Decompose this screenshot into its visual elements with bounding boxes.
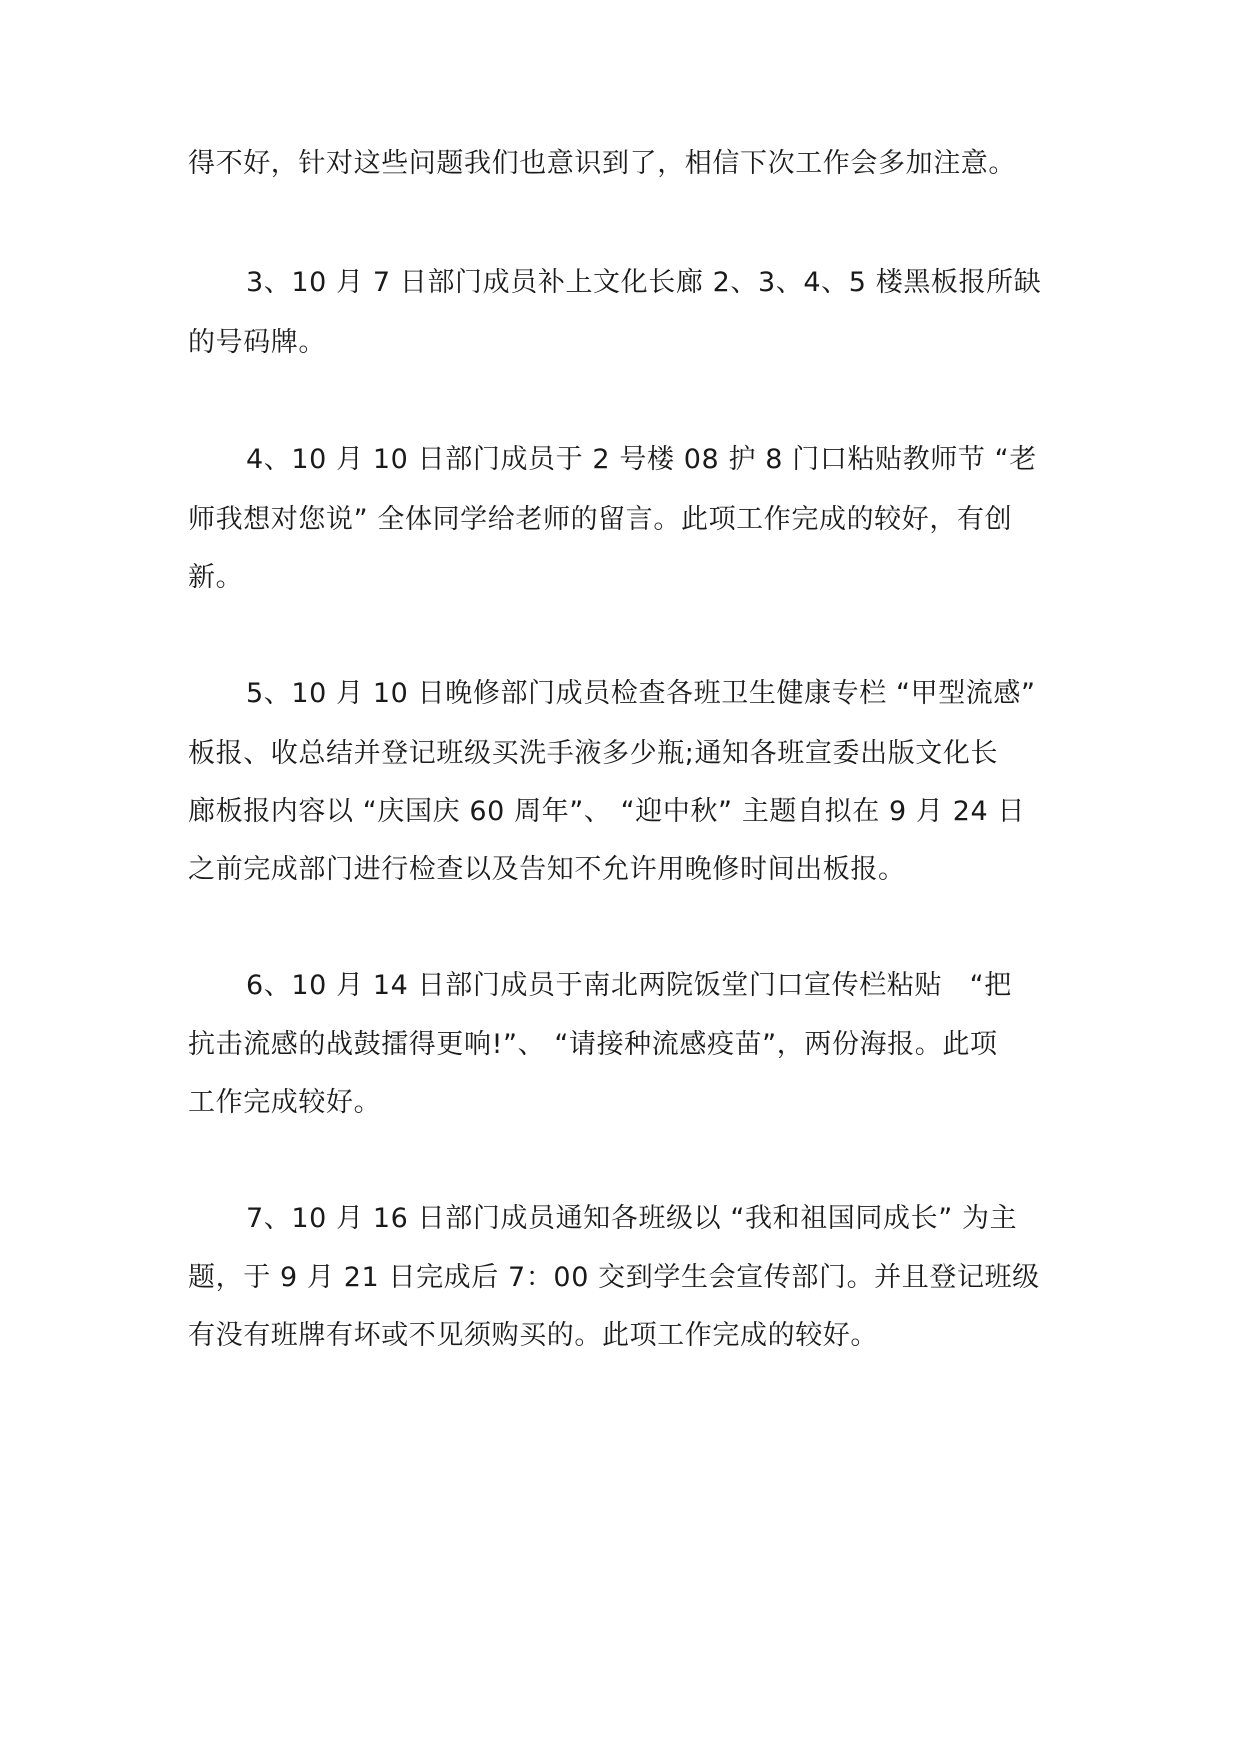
paragraph-line: 师我想对您说” 全体同学给老师的留言。此项工作完成的较好，有创 — [188, 504, 1013, 535]
paragraph-line: 新。 — [188, 562, 244, 593]
paragraph-line: 3、10 月 7 日部门成员补上文化长廊 2、3、4、5 楼黑板报所缺 — [246, 267, 1042, 298]
paragraph-line: 得不好，针对这些问题我们也意识到了，相信下次工作会多加注意。 — [188, 148, 1016, 179]
paragraph-line: 4、10 月 10 日部门成员于 2 号楼 08 护 8 门口粘贴教师节 “老 — [246, 444, 1037, 475]
paragraph-line: 有没有班牌有坏或不见须购买的。此项工作完成的较好。 — [188, 1320, 878, 1351]
paragraph-line: 6、10 月 14 日部门成员于南北两院饭堂门口宣传栏粘贴 “把 — [246, 970, 1012, 1001]
paragraph-line: 工作完成较好。 — [188, 1087, 382, 1118]
paragraph-line: 5、10 月 10 日晚修部门成员检查各班卫生健康专栏 “甲型流感” — [246, 678, 1036, 709]
paragraph-line: 廊板报内容以 “庆国庆 60 周年”、 “迎中秋” 主题自拟在 9 月 24 日 — [188, 796, 1026, 827]
paragraph-line: 题，于 9 月 21 日完成后 7：00 交到学生会宣传部门。并且登记班级 — [188, 1262, 1040, 1293]
paragraph-line: 抗击流感的战鼓擂得更响!”、 “请接种流感疫苗”，两份海报。此项 — [188, 1029, 998, 1060]
paragraph-line: 板报、收总结并登记班级买洗手液多少瓶;通知各班宣委出版文化长 — [188, 738, 999, 769]
paragraph-line: 之前完成部门进行检查以及告知不允许用晚修时间出板报。 — [188, 854, 906, 885]
paragraph-line: 的号码牌。 — [188, 327, 326, 358]
paragraph-line: 7、10 月 16 日部门成员通知各班级以 “我和祖国同成长” 为主 — [246, 1203, 1018, 1234]
